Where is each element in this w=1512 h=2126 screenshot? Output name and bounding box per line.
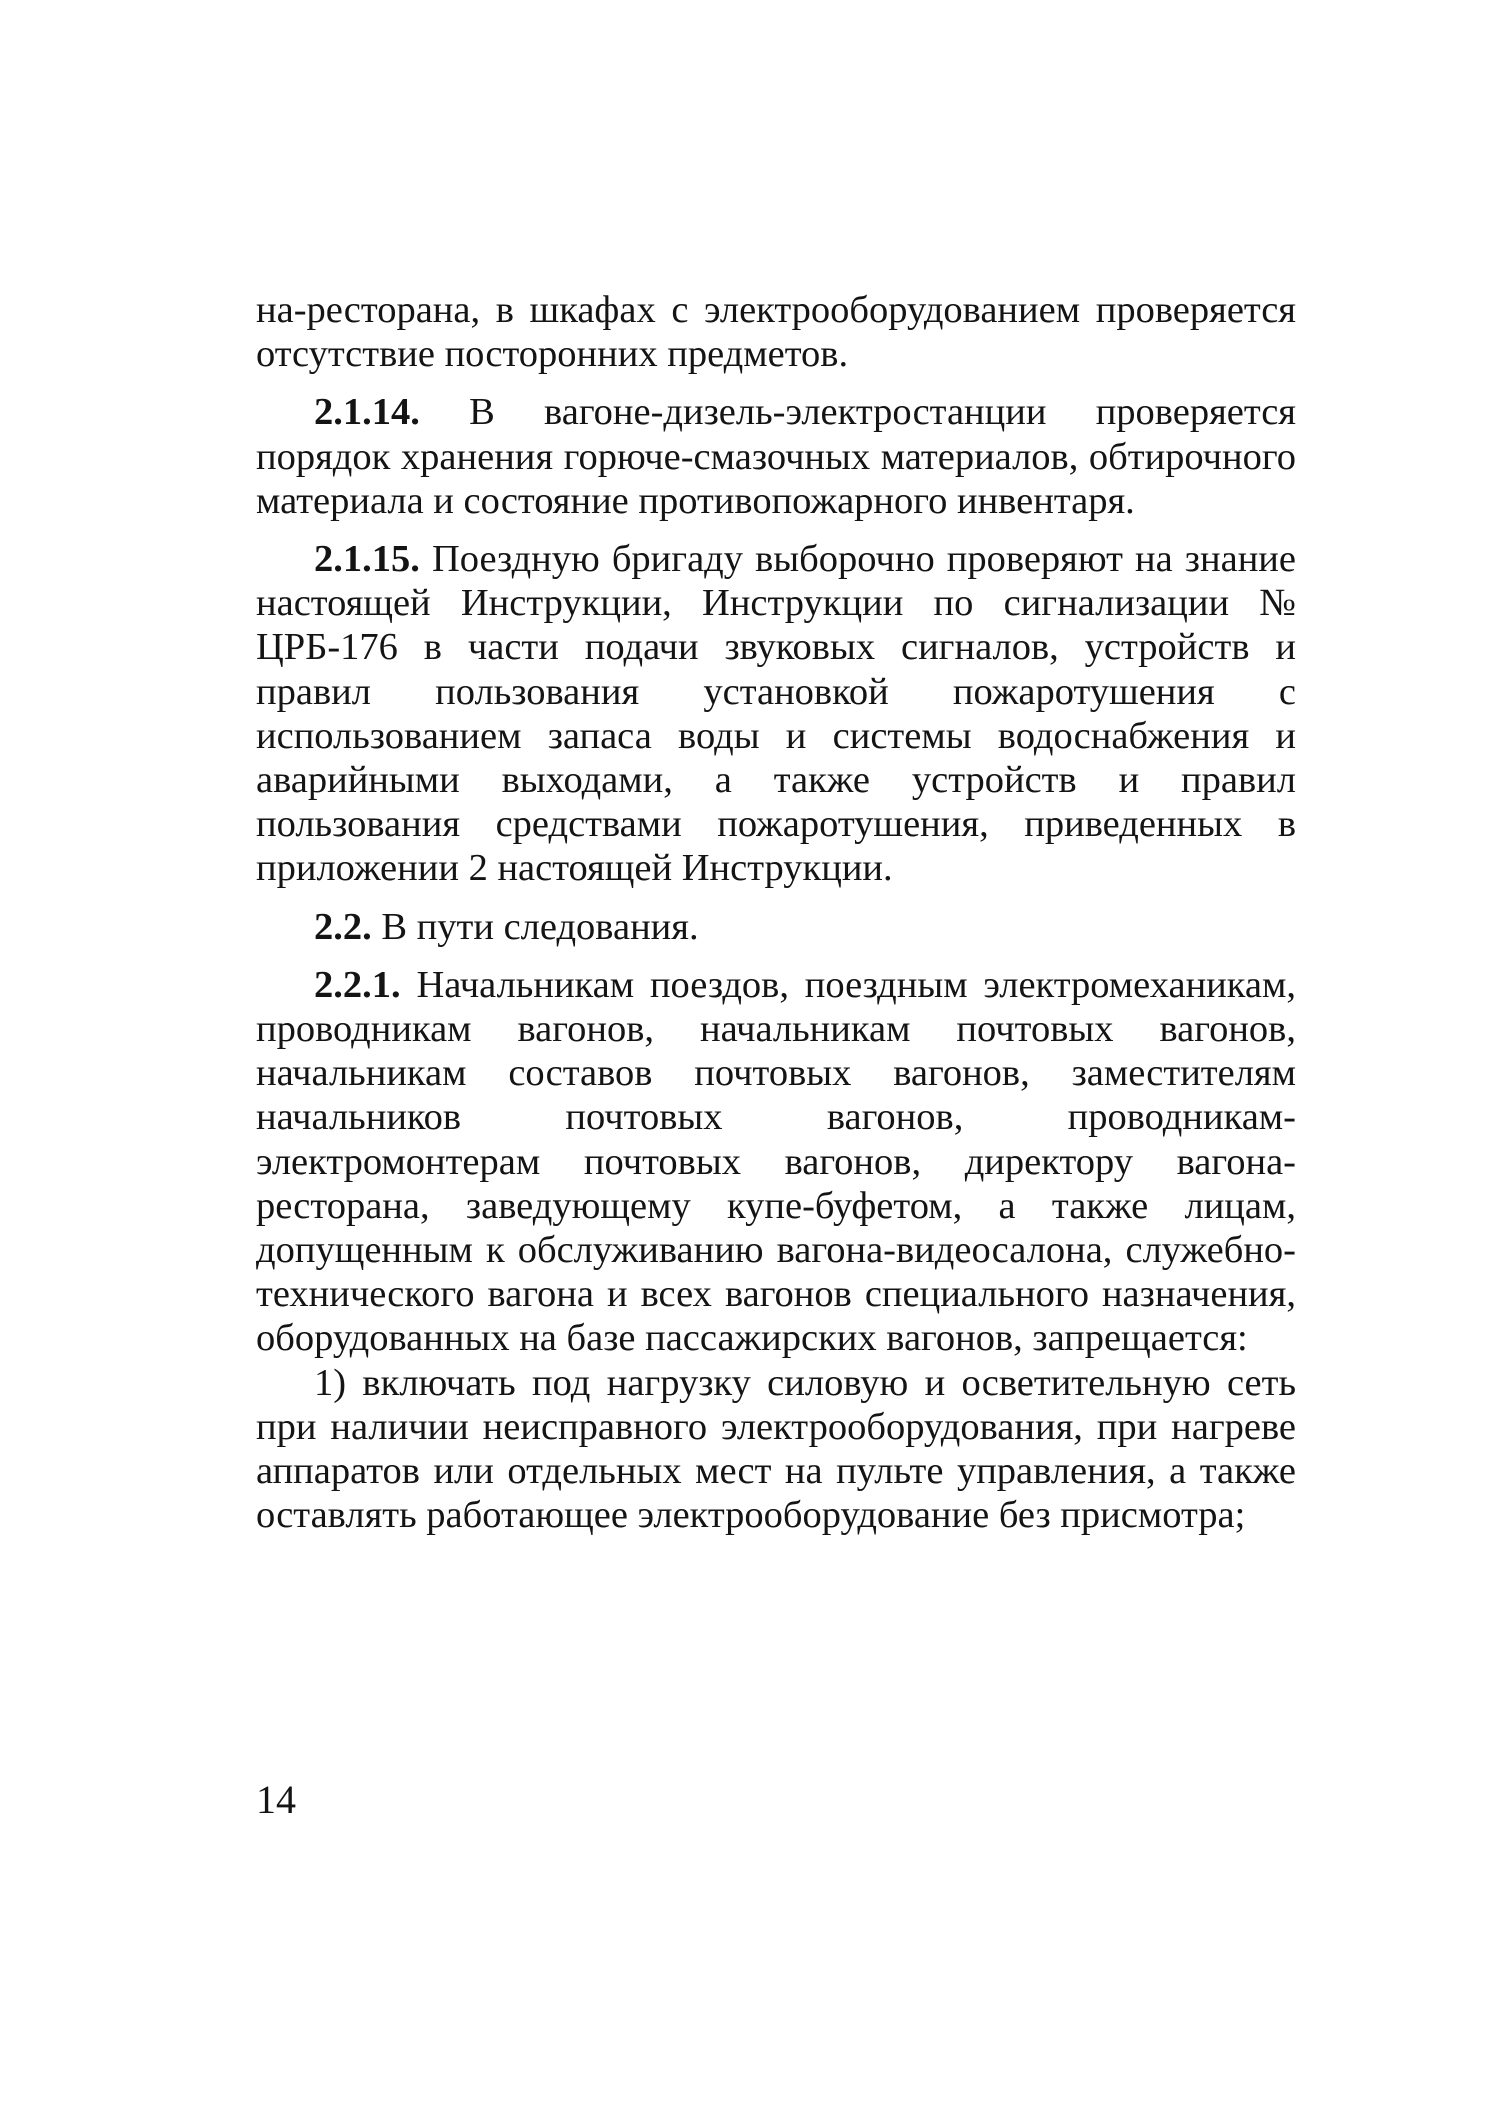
paragraph-text: Поездную бригаду выборочно проверяют на знание настоящей Инструкции, Инструкции по сигнализации № ЦРБ-176 в части подачи звуковых сигналов, устройств и правил пользования установкой пожаротушения с использованием запаса воды и системы водоснабжения и аварийными выходами, а также устройств и правил пользования средствами пожаротушения, приведенных в приложении 2 настоящей Инструкции. bbox=[256, 538, 1297, 890]
paragraph-number: 2.1.15. bbox=[314, 538, 420, 581]
paragraph-2-2-1 bbox=[256, 963, 1296, 1361]
body-text bbox=[256, 288, 1296, 1537]
paragraph-2-2 bbox=[256, 905, 1296, 949]
paragraph-number: 2.2. bbox=[314, 905, 372, 948]
paragraph-2-1-14 bbox=[256, 390, 1296, 523]
page-number: 14 bbox=[256, 1777, 296, 1822]
paragraph-number: 2.1.14. bbox=[314, 391, 420, 434]
paragraph-2-1-15 bbox=[256, 537, 1296, 891]
paragraph-number: 2.2.1. bbox=[314, 963, 401, 1006]
paragraph-text: В пути следования. bbox=[381, 905, 699, 948]
paragraph-text: 1) включать под нагрузку силовую и осветительную сеть при наличии неисправного электрооборудования, при нагреве аппаратов или отдельных мест на пульте управления, а также оставлять работающее электрооборудование без присмотра; bbox=[256, 1361, 1296, 1537]
paragraph-text: В вагоне-дизель-электростанции проверяется порядок хранения горюче-смазочных материалов, обтирочного материала и состояние противопожарного инвентаря. bbox=[256, 391, 1296, 522]
paragraph-text: Начальникам поездов, поездным электромеханикам, проводникам вагонов, начальникам почтовых вагонов, начальникам составов почтовых вагонов, заместителям начальников почтовых вагонов, проводникам-электромонтерам почтовых вагонов, директору вагона-ресторана, заведующему купе-буфетом, а также лицам, допущенным к обслуживанию вагона-видеосалона, служебно-технического вагона и всех вагонов специального назначения, оборудованных на базе пассажирских вагонов, запрещается: bbox=[256, 963, 1296, 1360]
list-item-1 bbox=[256, 1361, 1296, 1538]
paragraph-continuation bbox=[256, 288, 1296, 376]
paragraph-text: на-ресторана, в шкафах с электрооборудованием проверяется отсутствие посторонних предметов. bbox=[256, 289, 1296, 376]
